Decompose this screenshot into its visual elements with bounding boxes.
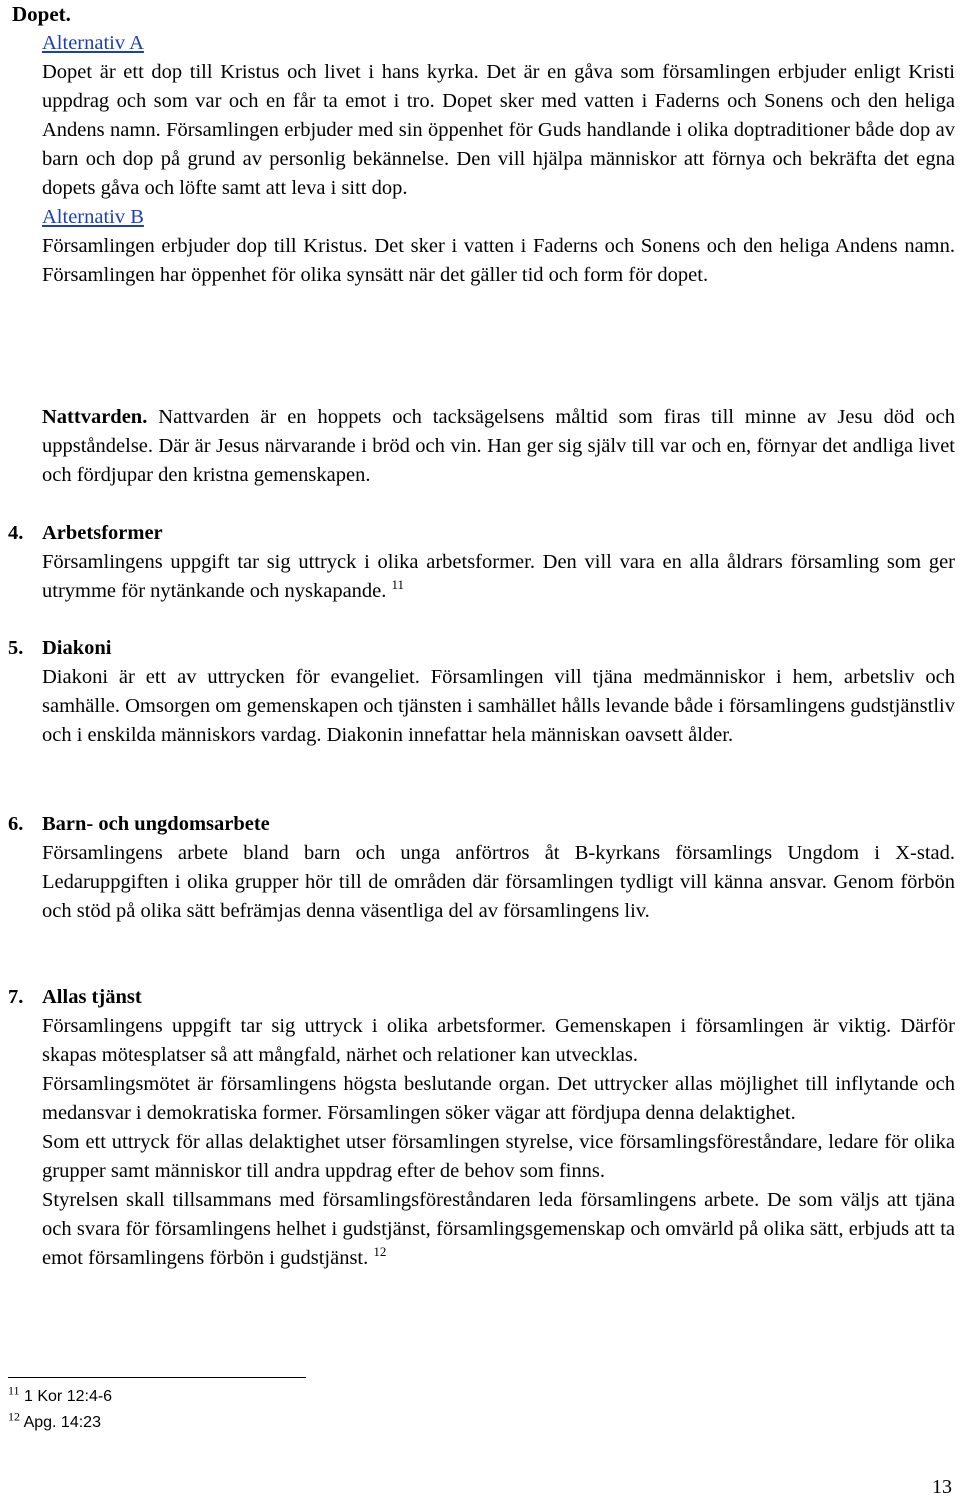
allas-tjanst-heading: Allas tjänst bbox=[42, 986, 142, 1008]
alternativ-a-link[interactable]: Alternativ A bbox=[42, 32, 144, 54]
dopet-heading: Dopet. bbox=[12, 2, 71, 26]
section-number: 5. bbox=[8, 637, 24, 659]
barn-ungdom-heading: Barn- och ungdomsarbete bbox=[42, 813, 270, 835]
footnote-divider bbox=[8, 1377, 306, 1378]
section-number: 4. bbox=[8, 522, 24, 544]
alternativ-a-text: Dopet är ett dop till Kristus och livet i hans kyrka. Det är en gåva som församlingen erbjuder enligt Kristi uppdrag och som var och en får ta emot i tro. Dopet sker med vatten i Faderns och Sonens och den heliga Andens namn. Församlingen erbjuder med sin öppenhet för Guds handlande i olika doptraditioner både dop av barn och dop på grund av personlig bekännelse. Den vill hjälpa människor att förnya och bekräfta det egna dopets gåva och löfte samt att leva i sitt dop. bbox=[42, 61, 955, 199]
allas-tjanst-paragraph: Församlingens uppgift tar sig uttryck i olika arbetsformer. Gemenskapen i församlingen är viktig. Därför skapas mötesplatser så att mångfald, närhet och relationer kan utvecklas. bbox=[42, 1015, 955, 1066]
nattvarden-text: Nattvarden är en hoppets och tacksägelsens måltid som firas till minne av Jesu död och uppståndelse. Där är Jesus närvarande i bröd och vin. Han ger sig själv till var och en, förnyar det andliga livet och fördjupar den kristna gemenskapen. bbox=[42, 406, 955, 486]
section-number: 6. bbox=[8, 813, 24, 835]
footnote-ref[interactable]: 12 bbox=[373, 1244, 387, 1260]
arbetsformer-section bbox=[42, 519, 955, 606]
diakoni-heading: Diakoni bbox=[42, 637, 112, 659]
barn-ungdom-section bbox=[42, 810, 955, 926]
alternativ-b-text: Församlingen erbjuder dop till Kristus. Det sker i vatten i Faderns och Sonens och den heliga Andens namn. Församlingen har öppenhet för olika synsätt när det gäller tid och form för dopet. bbox=[42, 235, 955, 286]
footnote-ref[interactable]: 11 bbox=[391, 577, 405, 593]
page-number: 13 bbox=[932, 1476, 952, 1498]
footnote: $^{12}$ Apg. 14:23 bbox=[8, 1409, 101, 1431]
nattvarden-section bbox=[42, 403, 955, 490]
section-number: 7. bbox=[8, 986, 24, 1008]
diakoni-text: Diakoni är ett av uttrycken för evangeliet. Församlingen vill tjäna medmänniskor i hem, arbetsliv och samhälle. Omsorgen om gemenskapen och tjänsten i samhället hålls levande både i församlingens gudstjänstliv och i enskilda människors vardag. Diakonin innefattar hela människan oavsett ålder. bbox=[42, 666, 955, 746]
allas-tjanst-paragraph: Församlingsmötet är församlingens högsta beslutande organ. Det uttrycker allas möjlighet till inflytande och medansvar i demokratiska former. Församlingen söker vägar att fördjupa denna delaktighet. bbox=[42, 1073, 955, 1124]
arbetsformer-heading: Arbetsformer bbox=[42, 522, 163, 544]
dopet-section bbox=[42, 29, 955, 290]
barn-ungdom-text: Församlingens arbete bland barn och unga anförtros åt B-kyrkans församlings Ungdom i X-stad. Ledaruppgiften i olika grupper hör till de områden där församlingen tydligt vill känna ansvar. Genom förbön och stöd på olika sätt befrämjas denna väsentliga del av församlingens liv. bbox=[42, 842, 955, 922]
footnote: $^{11}$ 1 Kor 12:4-6 bbox=[8, 1383, 113, 1405]
diakoni-section bbox=[42, 634, 955, 750]
alternativ-b-link[interactable]: Alternativ B bbox=[42, 206, 144, 228]
allas-tjanst-section bbox=[42, 983, 955, 1273]
arbetsformer-text: Församlingens uppgift tar sig uttryck i olika arbetsformer. Den vill vara en alla åldrars församling som ger utrymme för nytänkande och nyskapande. $^{11}$ bbox=[42, 551, 955, 602]
nattvarden-heading: Nattvarden. bbox=[42, 406, 148, 428]
allas-tjanst-paragraph: Som ett uttryck för allas delaktighet utser församlingen styrelse, vice församlingsföreståndare, ledare för olika grupper samt människor till andra uppdrag efter de behov som finns. bbox=[42, 1131, 955, 1182]
allas-tjanst-paragraph: Styrelsen skall tillsammans med församlingsföreståndaren leda församlingens arbete. De som väljs att tjäna och svara för församlingens helhet i gudstjänst, församlingsgemenskap och omvärld på olika sätt, erbjuds att ta emot församlingens förbön i gudstjänst. $^{12}$ bbox=[42, 1189, 955, 1269]
